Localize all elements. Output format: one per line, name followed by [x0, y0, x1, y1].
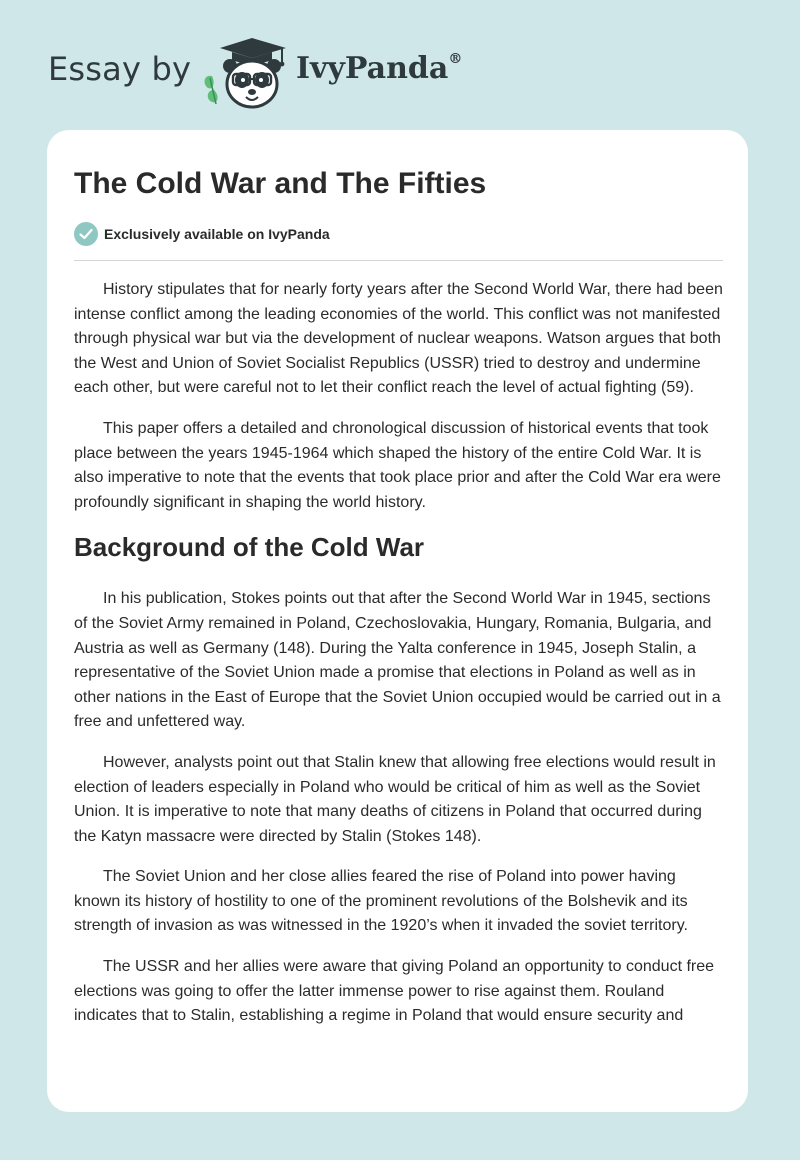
- essay-by-label: Essay by: [48, 50, 192, 88]
- paragraph: History stipulates that for nearly forty years after the Second World War, there had been intense conflict among the leading economies of the world. This conflict was not manifested through physical war but via the development of nuclear weapons. Watson argues that both the West and Union of Soviet Socialist Republics (USSR) tried to destroy and undermine each other, but were careful not to let their conflict reach the level of actual fighting (59).: [74, 281, 723, 397]
- essay-body: [74, 278, 726, 1045]
- ivypanda-brand-name[interactable]: [296, 51, 462, 86]
- section-heading: Background of the Cold War: [74, 532, 425, 563]
- exclusive-badge: [74, 221, 330, 247]
- divider: [74, 260, 723, 261]
- paragraph: This paper offers a detailed and chronological discussion of historical events that took place between the years 1945-1964 which shaped the history of the entire Cold War. It is also imperative to note that the events that took place prior and after the Cold War era were profoundly significant in shaping the world history.: [74, 419, 721, 511]
- check-icon: [74, 222, 98, 246]
- page-title: The Cold War and The Fifties: [74, 167, 487, 200]
- brand-text: IvyPanda: [296, 51, 449, 86]
- paragraph: However, analysts point out that Stalin knew that allowing free elections would result in election of leaders especially in Poland who would be critical of him as well as the Soviet Union. It is imperative to note that many deaths of citizens in Poland that occurred during the Katyn massacre were directed by Stalin (Stokes 148).: [74, 753, 716, 845]
- exclusive-label: Exclusively available on IvyPanda: [104, 226, 330, 242]
- paragraph: The USSR and her allies were aware that giving Poland an opportunity to conduct free elections was going to offer the latter immense power to rise against them. Rouland indicates that to Stalin, establishing a regime in Poland that would ensure security and: [74, 958, 715, 1025]
- ivypanda-logo-icon[interactable]: [200, 34, 292, 110]
- essay-card: [47, 130, 748, 1112]
- paragraph: In his publication, Stokes points out that after the Second World War in 1945, sections of the Soviet Army remained in Poland, Czechoslovakia, Hungary, Romania, Bulgaria, and Austria as well as Germany (148). During the Yalta conference in 1945, Joseph Stalin, a representative of the Soviet Union made a promise that elections in Poland as well as in other nations in the East of Europe that the Soviet Union occupied would be carried out in a free and unfettered way.: [74, 590, 721, 731]
- paragraph: The Soviet Union and her close allies feared the rise of Poland into power having known its history of hostility to one of the prominent revolutions of the Bolshevik and its strength of invasion as was witnessed in the 1920’s when it invaded the soviet territory.: [74, 868, 688, 935]
- ivy-leaf-icon: [205, 76, 218, 104]
- registered-mark: ®: [448, 51, 463, 67]
- site-header: [0, 0, 800, 130]
